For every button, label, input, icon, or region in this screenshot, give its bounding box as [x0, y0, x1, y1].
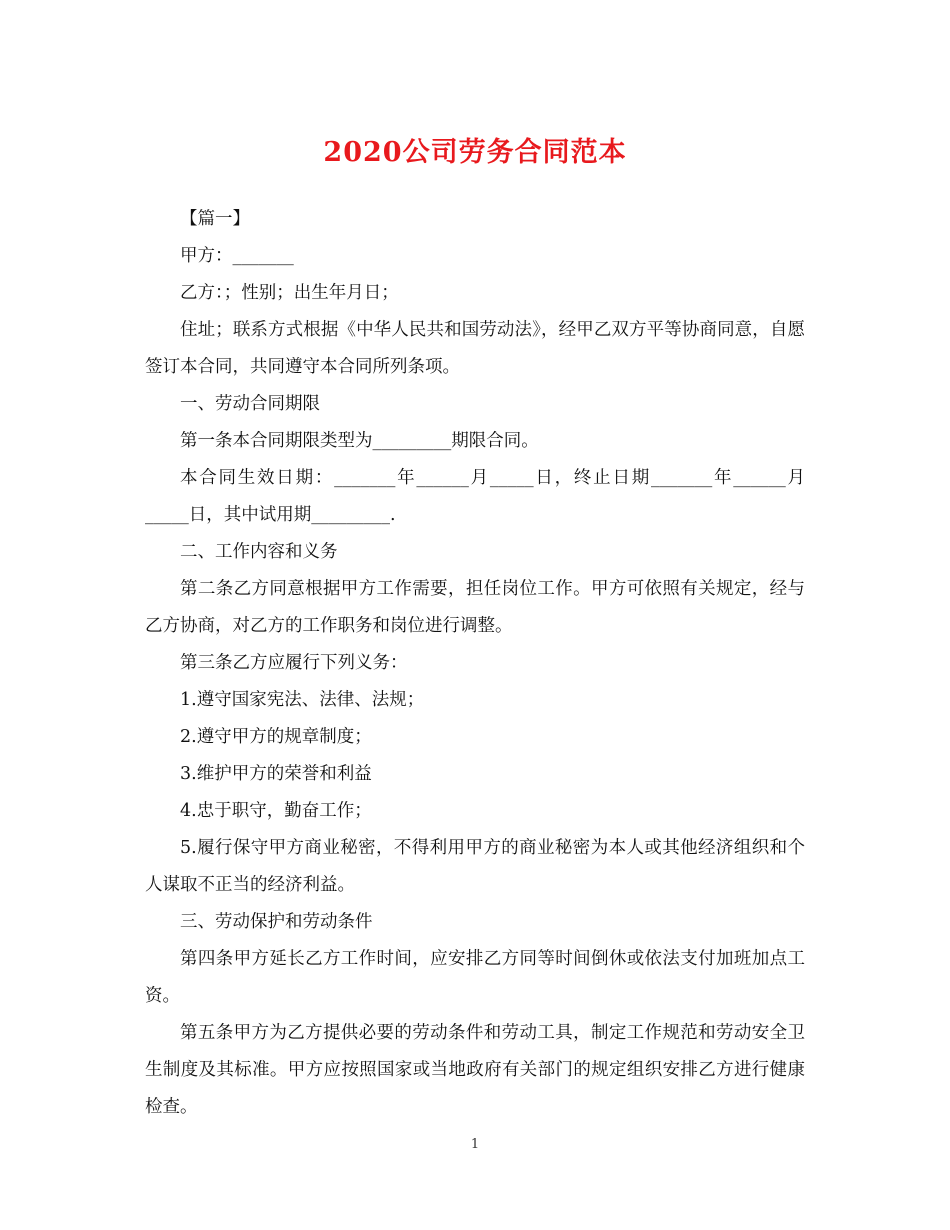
party-b-line: 乙方：；性别；出生年月日； — [180, 283, 399, 303]
section-heading-part-one: 【篇一】 — [180, 209, 250, 229]
duty-item-5: 5.履行保守甲方商业秘密，不得利用甲方的商业秘密为本人或其他经济组织和个人谋取不正当的经济利益。 — [145, 838, 805, 895]
duty-item-2: 2.遵守甲方的规章制度； — [180, 727, 372, 747]
party-a-line: 甲方：_______ — [180, 246, 294, 266]
article-three: 第三条乙方应履行下列义务： — [180, 653, 408, 673]
article-four: 第四条甲方延长乙方工作时间，应安排乙方同等时间倒休或依法支付加班加点工资。 — [145, 949, 805, 1006]
article-two: 第二条乙方同意根据甲方工作需要，担任岗位工作。甲方可依照有关规定，经与乙方协商，对乙方的工作职务和岗位进行调整。 — [145, 579, 805, 636]
article-one: 第一条本合同期限类型为_________期限合同。 — [180, 431, 539, 451]
effective-date-paragraph: 本合同生效日期：_______年______月_____日，终止日期_______年______月_____日，其中试用期_________. — [145, 468, 805, 525]
section-heading-labor-protection: 三、劳动保护和劳动条件 — [180, 912, 373, 932]
address-paragraph: 住址；联系方式根据《中华人民共和国劳动法》，经甲乙双方平等协商同意，自愿签订本合同，共同遵守本合同所列条项。 — [145, 320, 805, 377]
duty-item-1: 1.遵守国家宪法、法律、法规； — [180, 690, 425, 710]
page-number: 1 — [470, 1137, 480, 1152]
section-heading-work-duties: 二、工作内容和义务 — [180, 542, 338, 562]
section-heading-contract-term: 一、劳动合同期限 — [180, 394, 320, 414]
article-five: 第五条甲方为乙方提供必要的劳动条件和劳动工具，制定工作规范和劳动安全卫生制度及其标准。甲方应按照国家或当地政府有关部门的规定组织安排乙方进行健康检查。 — [145, 1023, 805, 1117]
duty-item-4: 4.忠于职守，勤奋工作； — [180, 801, 372, 821]
duty-item-3: 3.维护甲方的荣誉和利益 — [180, 764, 372, 784]
document-title: 2020公司劳务合同范本 — [323, 137, 627, 168]
document-body — [145, 201, 805, 1126]
